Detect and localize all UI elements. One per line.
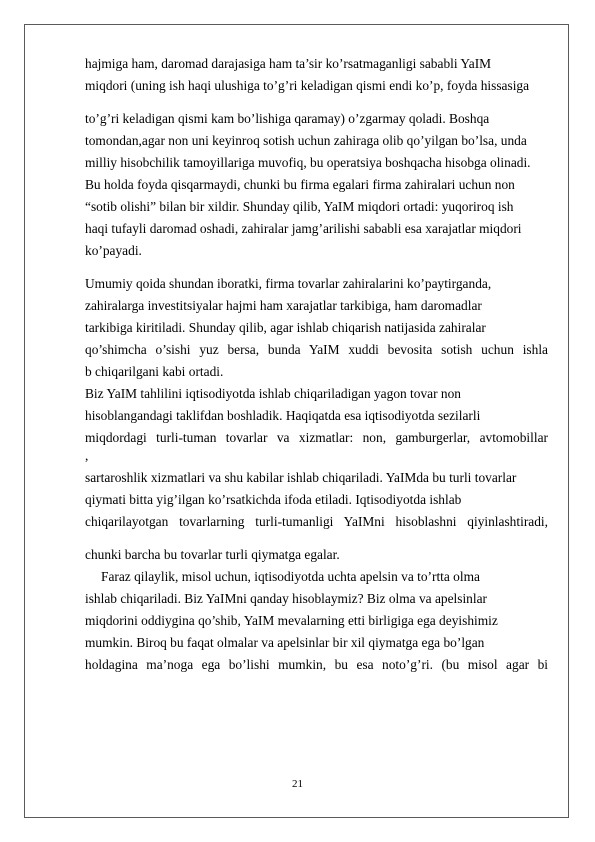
text-line: “sotib olishi” bilan bir xildir. Shunday qilib, YaIM miqdori ortadi: yuqoriroq ish [85,199,514,214]
text-line: haqi tufayli daromad oshadi, zahiralar jamg’arilishi sababli esa xarajatlar miqdori [85,221,522,236]
text-line: to’g’ri keladigan qismi kam bo’lishiga qaramay) o’zgarmay qoladi. Boshqa [85,111,490,126]
blank-line [85,533,548,544]
text-line: b chiqarilgani kabi ortadi. [85,364,224,379]
text-line: Umumiy qoida shundan iboratki, firma tovarlar zahiralarini ko’paytirganda, [85,276,492,291]
text-line: miqdori (uning ish haqi ulushiga to’g’ri keladigan qismi endi ko’p, foyda hissasiga [85,78,530,93]
text-line: chunki barcha bu tovarlar turli qiymatga egalar. [85,547,340,562]
blank-line [85,262,548,273]
text-line: qiymati bitta yig’ilgan ko’rsatkichda ifoda etiladi. Iqtisodiyotda ishlab [85,492,462,507]
text-line: zahiralarga investitsiyalar hajmi ham xarajatlar tarkibiga, ham daromadlar [85,298,482,313]
text-line: sartaroshlik xizmatlari va shu kabilar ishlab chiqariladi. YaIMda bu turli tovarlar [85,470,517,485]
text-line: hisoblangandagi taklifdan boshladik. Haqiqatda esa iqtisodiyotda sezilarli [85,408,481,423]
text-line: miqdordagi turli-tuman tovarlar va xizmatlar: non, gamburgerlar, avtomobillar [85,430,548,445]
text-line: holdagina ma’noga ega bo’lishi mumkin, bu esa noto’g’ri. (bu misol agar bi [85,657,548,672]
text-line: , [85,448,89,463]
page-number: 21 [292,778,303,790]
text-line: miqdorini oddiygina qo’shib, YaIM mevalarning etti birligiga ega deyishimiz [85,613,498,628]
text-line: hajmiga ham, daromad darajasiga ham ta’sir ko’rsatmaganligi sababli YaIM [85,56,492,71]
body-text [85,53,548,676]
text-line: tarkibiga kiritiladi. Shunday qilib, agar ishlab chiqarish natijasida zahiralar [85,320,486,335]
text-line: chiqarilayotgan tovarlarning turli-tumanligi YaIMni hisoblashni qiyinlashtiradi, [85,514,548,529]
text-line: ishlab chiqariladi. Biz YaIMni qanday hisoblaymiz? Biz olma va apelsinlar [85,591,487,606]
text-line: ko’payadi. [85,243,142,258]
text-line: Biz YaIM tahlilini iqtisodiyotda ishlab chiqariladigan yagon tovar non [85,386,462,401]
text-line: milliy hisobchilik tamoyillariga muvofiq, bu operatsiya boshqacha hisobga olinadi. [85,155,531,170]
blank-line [85,97,548,108]
text-line: mumkin. Biroq bu faqat olmalar va apelsinlar bir xil qiymatga ega bo’lgan [85,635,485,650]
text-line: qo’shimcha o’sishi yuz bersa, bunda YaIM xuddi bevosita sotish uchun ishla [85,342,548,357]
text-line: tomondan,agar non uni keyinroq sotish uchun zahiraga olib qo’yilgan bo’lsa, unda [85,133,527,148]
text-line: Faraz qilaylik, misol uchun, iqtisodiyotda uchta apelsin va to’rtta olma [101,569,480,584]
text-line: Bu holda foyda qisqarmaydi, chunki bu firma egalari firma zahiralari uchun non [85,177,515,192]
